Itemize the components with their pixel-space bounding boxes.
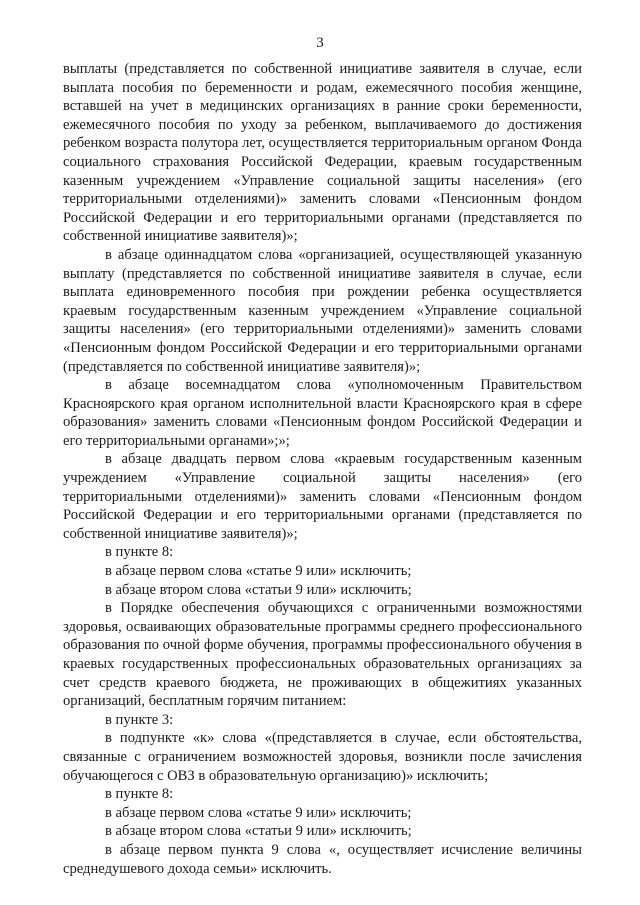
paragraph-2: в абзаце одиннадцатом слова «организацией, осуществляющей указанную выплату (представляется по собственной инициативе заявителя в случае, если выплата единовременного пособия при рождении ребенка осуществляется краевым государственным казенным учреждением «Управление социальной защиты населения» (его территориальными отделениями)» заменить словами «Пенсионным фондом Российской Федерации и его территориальными органами (представляется по собственной инициативе заявителя)»; [63,246,582,375]
paragraph-7: в абзаце втором слова «статьи 9 или» исключить; [105,581,412,598]
paragraph-8: в Порядке обеспечения обучающихся с ограниченными возможностями здоровья, осваивающих образовательные программы среднего профессионального образования по очной форме обучения, программы профессионального обучения в краевых государственных профессиональных образовательных организациях за счет средств краевого бюджета, не проживающих в общежитиях указанных организаций, бесплатным горячим питанием: [63,600,582,710]
paragraph-1: выплаты (представляется по собственной инициативе заявителя в случае, если выплата пособия по беременности и родам, ежемесячного пособия женщине, вставшей на учет в медицинских организациях в ранние сроки беременности, ежемесячного пособия по уходу за ребенком, выплачиваемого до достижения ребенком возраста полутора лет, осуществляется территориальным органом Фонда социального страхования Российской Федерации, краевым государственным казенным учреждением «Управление социальной защиты населения» (его территориальными отделениями)» заменить словами «Пенсионным фондом Российской Федерации и его территориальными органами (представляется по собственной инициативе заявителя)»; [63,61,582,245]
document-body [63,60,582,878]
paragraph-14: в абзаце первом пункта 9 слова «, осуществляет исчисление величины среднедушевого дохода семьи» исключить. [63,841,582,877]
paragraph-10: в подпункте «к» слова «(представляется в случае, если обстоятельства, связанные с ограничением возможностей здоровья, возникли после зачисления обучающегося с ОВЗ в образовательную организацию)» исключить; [63,730,582,784]
page-number: 3 [316,35,324,51]
paragraph-11: в пункте 8: [105,786,174,803]
paragraph-3: в абзаце восемнадцатом слова «уполномоченным Правительством Красноярского края органом исполнительной власти Красноярского края в сфере образования» заменить словами «Пенсионным фондом Российской Федерации и его территориальными органами»;»; [63,377,582,449]
paragraph-6: в абзаце первом слова «статье 9 или» исключить; [105,563,412,580]
paragraph-9: в пункте 3: [105,711,174,728]
paragraph-13: в абзаце втором слова «статьи 9 или» исключить; [105,823,412,840]
paragraph-4: в абзаце двадцать первом слова «краевым государственным казенным учреждением «Управление социальной защиты населения» (его территориальными отделениями)» заменить словами «Пенсионным фондом Российской Федерации и его территориальными органами (представляется по собственной инициативе заявителя)»; [63,451,582,542]
paragraph-12: в абзаце первом слова «статье 9 или» исключить; [105,804,412,821]
paragraph-5: в пункте 8: [105,544,174,561]
